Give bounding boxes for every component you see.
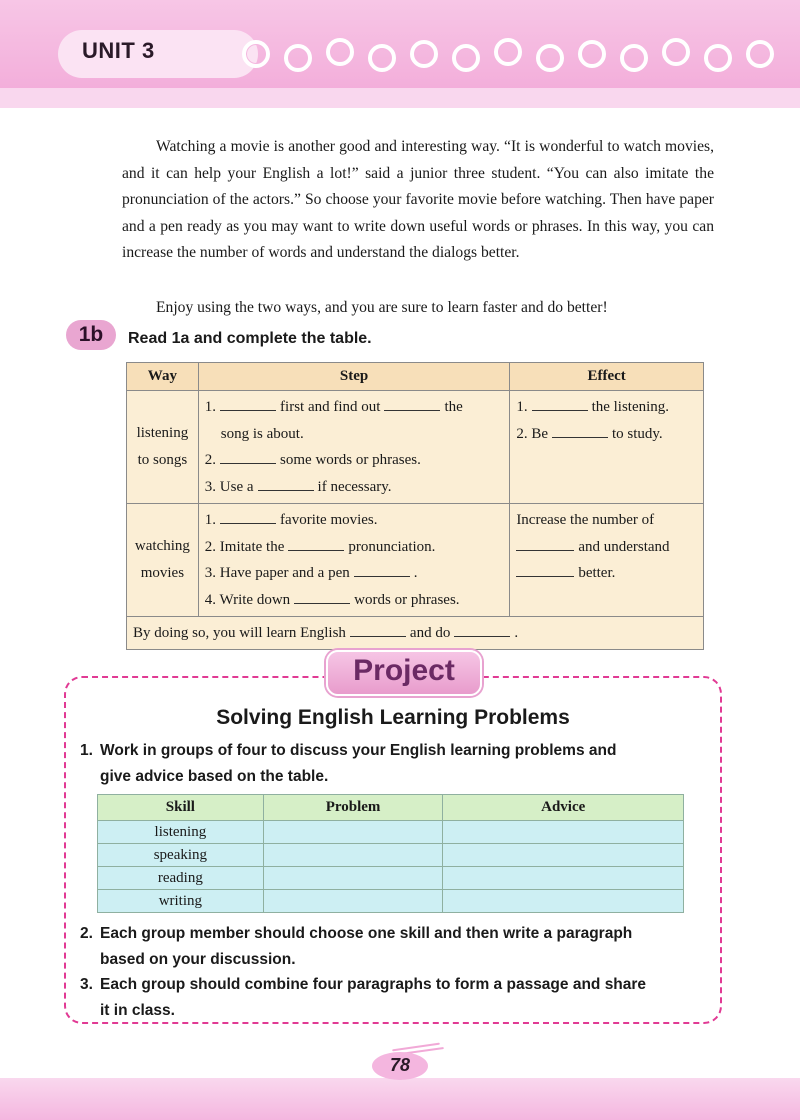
step-text: .: [413, 565, 418, 581]
task-text: Work in groups of four to discuss your English learning problems and: [100, 742, 617, 759]
ring-decoration: [494, 38, 522, 66]
table-row-movies: [127, 504, 704, 617]
passage-paragraph-1: Watching a movie is another good and interesting way. “It is wonderful to watch movies, and it can help your English a lot!” said a junior three student. “You can also imitate the pronunciation of the actors.” So choose your favorite movie before watching. Then have paper and a pen ready as you may want to write down useful words or phrases. In this way, you can increase the number of words and understand the dialogs better.: [122, 138, 714, 261]
ring-decoration: [746, 40, 774, 68]
fill-blank[interactable]: [532, 397, 588, 411]
step-text: first and find out: [280, 399, 381, 415]
task-text: based on your discussion.: [100, 951, 296, 968]
advice-cell[interactable]: [443, 890, 684, 913]
step-text: the: [444, 399, 463, 415]
step-text: pronunciation.: [348, 538, 436, 555]
step-text: 1.: [204, 512, 217, 528]
unit-title: UNIT 3: [82, 38, 155, 63]
fill-blank[interactable]: [552, 424, 608, 438]
page-number: 78: [389, 1055, 411, 1075]
project-label: Project: [353, 654, 455, 687]
step-line: [205, 474, 504, 501]
step-text: some words or phrases.: [280, 452, 421, 468]
task-text: give advice based on the table.: [100, 768, 329, 785]
step-text: 3. Use a: [204, 478, 254, 495]
task-text: Each group should combine four paragraphs to form a passage and share: [100, 976, 647, 993]
task-number: 1.: [80, 742, 93, 759]
effect-text: 1.: [516, 399, 528, 415]
header-problem: Problem: [263, 795, 443, 821]
skill-table: [97, 794, 684, 913]
passage-paragraph-2: Enjoy using the two ways, and you are sure to learn faster and do better!: [156, 299, 608, 316]
summary-text: By doing so, you will learn English: [133, 625, 346, 641]
summary-text: .: [514, 625, 519, 641]
project-task-3: [80, 972, 716, 1024]
footer-band: [0, 1078, 800, 1120]
way-watching-movies: [127, 504, 199, 617]
ring-decoration: [368, 44, 396, 72]
skill-cell: writing: [98, 890, 264, 913]
ring-decoration: [242, 40, 270, 68]
step-text: 4. Write down: [204, 591, 291, 608]
fill-blank[interactable]: [384, 397, 440, 411]
step-line: [205, 560, 504, 587]
effect-line: [516, 560, 697, 587]
task-text: it in class.: [100, 1002, 175, 1019]
table-row: [98, 867, 684, 890]
advice-cell[interactable]: [443, 867, 684, 890]
step-text: words or phrases.: [354, 591, 460, 608]
fill-blank[interactable]: [516, 563, 574, 577]
summary-text: and do: [409, 625, 451, 641]
table-header-row: [98, 795, 684, 821]
problem-cell[interactable]: [263, 844, 443, 867]
ring-decoration: [578, 40, 606, 68]
step-line: [205, 394, 504, 421]
effect-line: Increase the number of: [516, 512, 655, 528]
ring-decoration: [704, 44, 732, 72]
fill-blank[interactable]: [454, 623, 510, 637]
way-line: to songs: [137, 452, 188, 468]
effect-line: [516, 421, 697, 448]
skill-cell: reading: [98, 867, 264, 890]
fill-blank[interactable]: [220, 450, 276, 464]
ring-decoration: [452, 44, 480, 72]
way-listening-songs: [127, 391, 199, 504]
way-line: listening: [136, 425, 189, 441]
exercise-1b-badge: 1b: [66, 320, 116, 350]
effect-text: the listening.: [591, 399, 670, 415]
table-header-row: [127, 363, 704, 391]
step-text: 2. Imitate the: [204, 538, 285, 555]
effect-text: to study.: [611, 425, 663, 442]
header-skill: Skill: [98, 795, 264, 821]
fill-blank[interactable]: [294, 590, 350, 604]
effects-songs: [510, 391, 704, 504]
way-line: watching: [134, 538, 190, 554]
exercise-1b-table: [126, 362, 704, 650]
project-task-2: [80, 921, 716, 973]
step-text: 1.: [204, 399, 217, 415]
effect-text: 2. Be: [516, 425, 548, 442]
decorative-rings: [238, 34, 798, 78]
header-way: Way: [127, 363, 199, 391]
way-line: movies: [140, 565, 185, 581]
ring-decoration: [536, 44, 564, 72]
fill-blank[interactable]: [288, 537, 344, 551]
step-text: favorite movies.: [280, 512, 378, 528]
header-advice: Advice: [443, 795, 684, 821]
problem-cell[interactable]: [263, 890, 443, 913]
table-row-summary: [127, 617, 704, 650]
problem-cell[interactable]: [263, 867, 443, 890]
ring-decoration: [326, 38, 354, 66]
step-line: [205, 534, 504, 561]
ring-decoration: [620, 44, 648, 72]
advice-cell[interactable]: [443, 844, 684, 867]
ring-decoration: [284, 44, 312, 72]
fill-blank[interactable]: [354, 563, 410, 577]
problem-cell[interactable]: [263, 821, 443, 844]
fill-blank[interactable]: [220, 397, 276, 411]
effect-line: [516, 394, 697, 421]
advice-cell[interactable]: [443, 821, 684, 844]
table-row-songs: [127, 391, 704, 504]
fill-blank[interactable]: [350, 623, 406, 637]
fill-blank[interactable]: [220, 510, 276, 524]
steps-songs: [198, 391, 510, 504]
skill-cell: listening: [98, 821, 264, 844]
step-line: [205, 587, 504, 614]
step-line: [205, 507, 504, 534]
step-text: if necessary.: [317, 478, 392, 495]
skill-cell: speaking: [98, 844, 264, 867]
step-text: 3. Have paper and a pen: [204, 565, 350, 581]
table-row: [98, 890, 684, 913]
step-line: [205, 447, 504, 474]
effect-line: [516, 534, 697, 561]
exercise-1b-instruction: Read 1a and complete the table.: [128, 330, 372, 347]
ring-decoration: [410, 40, 438, 68]
effect-text: and understand: [578, 538, 670, 555]
header-step: Step: [198, 363, 510, 391]
ring-decoration: [662, 38, 690, 66]
task-text: Each group member should choose one skill and then write a paragraph: [100, 925, 633, 942]
table-row: [98, 821, 684, 844]
task-number: 2.: [80, 925, 93, 942]
step-text: 2.: [204, 452, 217, 468]
step-text: song is about.: [220, 425, 304, 442]
table-row: [98, 844, 684, 867]
steps-movies: [198, 504, 510, 617]
header-effect: Effect: [510, 363, 704, 391]
effects-movies: [510, 504, 704, 617]
task-number: 3.: [80, 976, 93, 993]
step-line: [205, 421, 504, 448]
fill-blank[interactable]: [516, 537, 574, 551]
fill-blank[interactable]: [258, 477, 314, 491]
project-title: Solving English Learning Problems: [216, 706, 570, 729]
effect-text: better.: [578, 565, 616, 581]
project-task-1: [80, 738, 710, 790]
summary-cell: [127, 617, 704, 650]
header-strip: [0, 88, 800, 108]
